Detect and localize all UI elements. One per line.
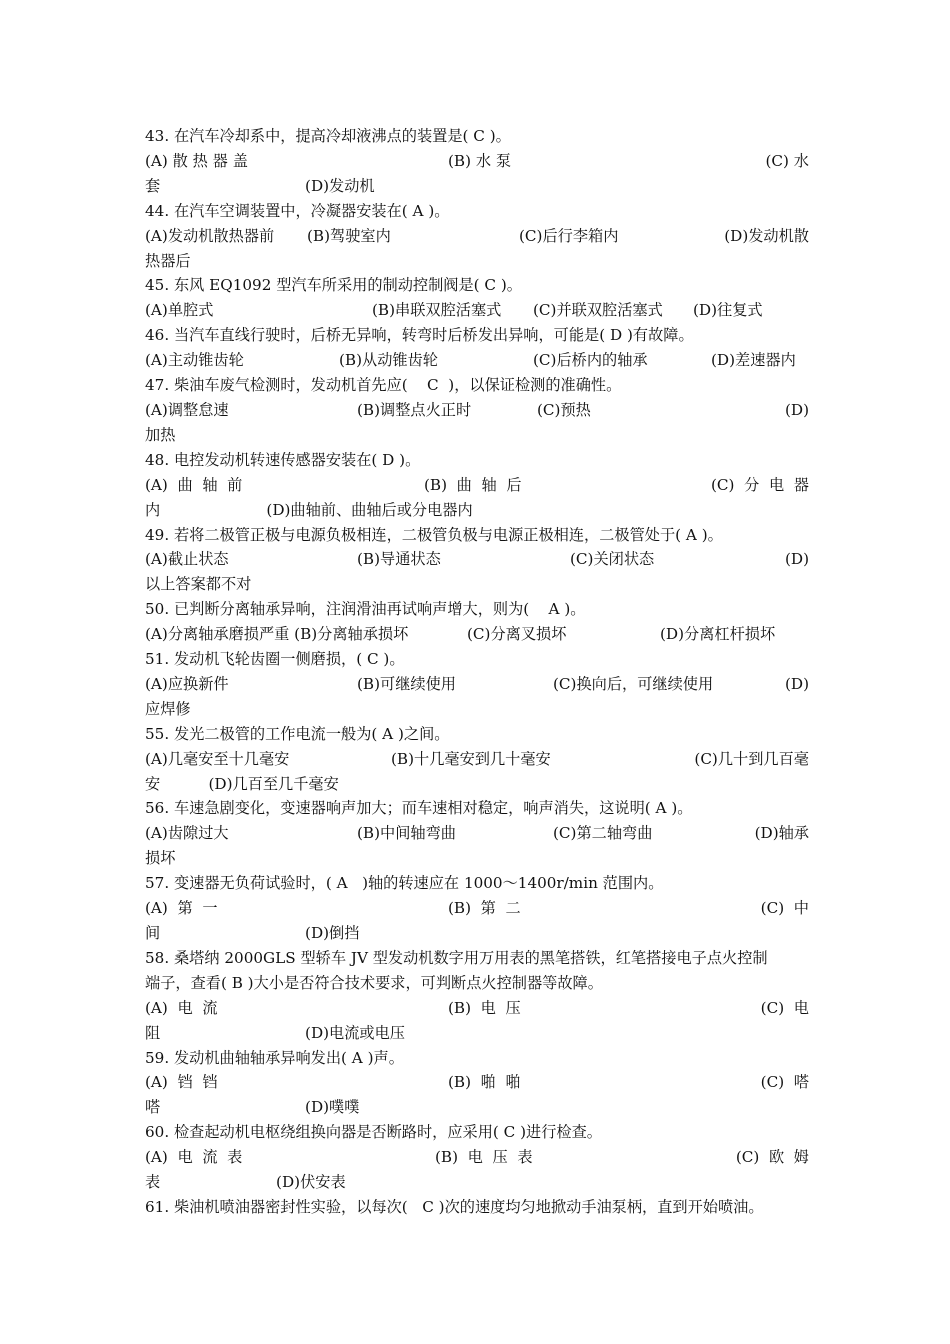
- question-text: 当汽车直线行驶时，后桥无异响，转弯时后桥发出异响，可能是( D )有故障。: [173, 326, 694, 345]
- question-number: 57.: [145, 874, 170, 893]
- option-d: (D): [784, 550, 809, 569]
- question-stem: [145, 1195, 809, 1220]
- option-a: (A)主动锥齿轮: [145, 351, 244, 370]
- question-number: 49.: [145, 525, 170, 544]
- option-b: (B)从动锥齿轮: [339, 351, 438, 370]
- option-a: (A)截止状态: [145, 550, 229, 569]
- option-c: (C)预热: [537, 400, 591, 419]
- question-57: [145, 871, 809, 946]
- question-43: [145, 124, 809, 199]
- question-number: 61.: [145, 1197, 170, 1216]
- option-d: (D)发动机散: [724, 226, 809, 245]
- question-59: [145, 1046, 809, 1121]
- option-c: (C) 欧 姆: [735, 1148, 809, 1167]
- options-continuation: 内 (D)曲轴前、曲轴后或分电器内: [145, 500, 473, 519]
- question-number: 51.: [145, 650, 170, 669]
- option-d: (D): [784, 674, 809, 693]
- option-a: (A) 电 流 表: [145, 1148, 243, 1167]
- options-continuation: 表 (D)伏安表: [145, 1173, 346, 1192]
- option-c: (C)后行李箱内: [519, 226, 619, 245]
- option-b: (B) 曲 轴 后: [424, 475, 522, 494]
- option-a: (A)调整怠速: [145, 400, 229, 419]
- options-continuation: 安 (D)几百至几千毫安: [145, 774, 339, 793]
- options-line: [145, 398, 809, 423]
- question-46: [145, 323, 809, 373]
- options-line: [145, 672, 809, 697]
- option-a: (A) 第 一: [145, 899, 218, 918]
- option-b: (B) 电 压: [448, 998, 521, 1017]
- option-c: (C)并联双腔活塞式: [533, 301, 663, 320]
- question-text-continuation: 端子，查看( B )大小是否符合技术要求，可判断点火控制器等故障。: [145, 973, 603, 992]
- question-stem: [145, 597, 809, 622]
- option-c: (C)分离叉损坏: [467, 625, 567, 644]
- options-line: [145, 996, 809, 1021]
- option-d: (D)往复式: [693, 301, 763, 320]
- question-stem: [145, 722, 809, 747]
- question-44: [145, 199, 809, 274]
- options-continuation: 应焊修: [145, 699, 191, 718]
- question-text: 发动机曲轴轴承异响发出( A )声。: [173, 1048, 404, 1067]
- option-c: (C) 中: [760, 899, 809, 918]
- document-page: [145, 124, 809, 1220]
- options-line: [145, 622, 809, 647]
- question-56: [145, 796, 809, 871]
- options-line: [145, 149, 809, 174]
- question-47: [145, 373, 809, 448]
- option-b: (B)调整点火正时: [357, 400, 472, 419]
- option-b: (B)中间轴弯曲: [357, 824, 456, 843]
- question-text: 发光二极管的工作电流一般为( A )之间。: [173, 724, 450, 743]
- question-text: 在汽车冷却系中，提高冷却液沸点的装置是( C )。: [173, 127, 511, 145]
- question-text: 柴油机喷油器密封性实验，以每次( C )次的速度均匀地掀动手油泵柄，直到开始喷油。: [173, 1197, 764, 1216]
- option-d: (D)轴承: [754, 824, 809, 843]
- question-text: 柴油车废气检测时，发动机首先应( C )，以保证检测的准确性。: [173, 376, 622, 395]
- option-a: (A)齿隙过大: [145, 824, 229, 843]
- options-continuation: 损坏: [145, 849, 176, 868]
- options-line: [145, 1070, 809, 1095]
- option-a-b: (A)分离轴承磨损严重 (B)分离轴承损坏: [145, 625, 409, 644]
- option-c: (C)第二轴弯曲: [553, 824, 653, 843]
- question-number: 44.: [145, 201, 170, 220]
- option-c: (C)几十到几百毫: [694, 749, 809, 768]
- option-b: (B) 电 压 表: [435, 1148, 533, 1167]
- question-48: [145, 448, 809, 523]
- question-stem: [145, 871, 809, 896]
- option-a: (A) 铛 铛: [145, 1073, 218, 1092]
- question-text: 电控发动机转速传感器安装在( D )。: [173, 450, 421, 469]
- question-number: 48.: [145, 450, 170, 469]
- option-c: (C) 嗒: [760, 1073, 809, 1092]
- options-line: [145, 298, 809, 323]
- question-text: 变速器无负荷试验时，( A )轴的转速应在 1000～1400r/min 范围内。: [173, 874, 664, 893]
- options-line: [145, 1145, 809, 1170]
- option-c: (C)换向后，可继续使用: [553, 674, 714, 693]
- option-b: (B)可继续使用: [357, 674, 456, 693]
- option-a: (A)应换新件: [145, 674, 229, 693]
- options-line: [145, 547, 809, 572]
- option-a: (A) 电 流: [145, 998, 218, 1017]
- question-stem: [145, 647, 809, 672]
- options-line: [145, 473, 809, 498]
- option-c: (C) 水: [765, 151, 809, 170]
- question-text: 检查起动机电枢绕组换向器是否断路时，应采用( C )进行检查。: [173, 1123, 602, 1142]
- option-b: (B)导通状态: [357, 550, 441, 569]
- question-text: 东风 EQ1092 型汽车所采用的制动控制阀是( C )。: [173, 276, 522, 295]
- question-text: 车速急剧变化，变速器响声加大；而车速相对稳定，响声消失，这说明( A )。: [173, 799, 693, 818]
- question-61: [145, 1195, 809, 1220]
- question-stem: [145, 273, 809, 298]
- question-stem: [145, 523, 809, 548]
- question-stem: [145, 448, 809, 473]
- question-number: 45.: [145, 276, 170, 295]
- options-line: [145, 896, 809, 921]
- option-d: (D): [784, 400, 809, 419]
- question-50: [145, 597, 809, 647]
- question-number: 43.: [145, 127, 170, 145]
- question-stem: [145, 946, 809, 971]
- option-b: (B) 啪 啪: [448, 1073, 521, 1092]
- options-continuation: 热器后: [145, 251, 191, 270]
- question-45: [145, 273, 809, 323]
- question-text: 在汽车空调装置中，冷凝器安装在( A )。: [173, 201, 450, 220]
- question-text: 桑塔纳 2000GLS 型轿车 JV 型发动机数字用万用表的黑笔搭铁，红笔搭接电子点火控制: [173, 948, 768, 967]
- option-a: (A)几毫安至十几毫安: [145, 749, 290, 768]
- question-number: 56.: [145, 799, 170, 818]
- options-line: [145, 348, 809, 373]
- question-stem: [145, 373, 809, 398]
- question-stem: [145, 124, 809, 149]
- question-number: 46.: [145, 326, 170, 345]
- option-a: (A) 散 热 器 盖: [145, 151, 248, 170]
- question-stem: [145, 1120, 809, 1145]
- question-60: [145, 1120, 809, 1195]
- option-c: (C)后桥内的轴承: [533, 351, 648, 370]
- option-d: (D)差速器内: [711, 351, 796, 370]
- option-b: (B) 水 泵: [448, 151, 512, 170]
- question-51: [145, 647, 809, 722]
- question-number: 55.: [145, 724, 170, 743]
- option-b: (B) 第 二: [448, 899, 521, 918]
- question-text: 若将二极管正极与电源负极相连，二极管负极与电源正极相连，二极管处于( A )。: [173, 525, 723, 544]
- option-d: (D)分离杠杆损坏: [660, 625, 776, 644]
- options-continuation: 阻 (D)电流或电压: [145, 1023, 405, 1042]
- option-b: (B)十几毫安到几十毫安: [391, 749, 551, 768]
- question-55: [145, 722, 809, 797]
- question-stem: [145, 796, 809, 821]
- question-text: 已判断分离轴承异响，注润滑油再试响声增大，则为( A )。: [173, 600, 586, 619]
- question-number: 50.: [145, 600, 170, 619]
- question-49: [145, 523, 809, 598]
- question-stem: [145, 199, 809, 224]
- options-continuation: 套 (D)发动机: [145, 176, 375, 195]
- option-c: (C) 电: [760, 998, 809, 1017]
- question-number: 58.: [145, 948, 170, 967]
- option-b: (B)驾驶室内: [307, 226, 391, 245]
- option-c: (C)关闭状态: [570, 550, 655, 569]
- question-stem: [145, 1046, 809, 1071]
- question-number: 60.: [145, 1123, 170, 1142]
- question-number: 47.: [145, 376, 170, 395]
- question-text: 发动机飞轮齿圈一侧磨损，( C )。: [173, 650, 405, 669]
- options-continuation: 间 (D)倒挡: [145, 924, 360, 942]
- option-a: (A)发动机散热器前: [145, 226, 275, 245]
- options-continuation: 加热: [145, 425, 176, 444]
- options-continuation: 嗒 (D)噗噗: [145, 1098, 360, 1117]
- option-a: (A)单腔式: [145, 301, 214, 320]
- question-58: [145, 946, 809, 1046]
- options-continuation: 以上答案都不对: [145, 575, 252, 594]
- options-line: [145, 224, 809, 249]
- option-c: (C) 分 电 器: [711, 475, 809, 494]
- options-line: [145, 821, 809, 846]
- question-stem: [145, 323, 809, 348]
- question-number: 59.: [145, 1048, 170, 1067]
- options-line: [145, 747, 809, 772]
- option-b: (B)串联双腔活塞式: [372, 301, 502, 320]
- option-a: (A) 曲 轴 前: [145, 475, 243, 494]
